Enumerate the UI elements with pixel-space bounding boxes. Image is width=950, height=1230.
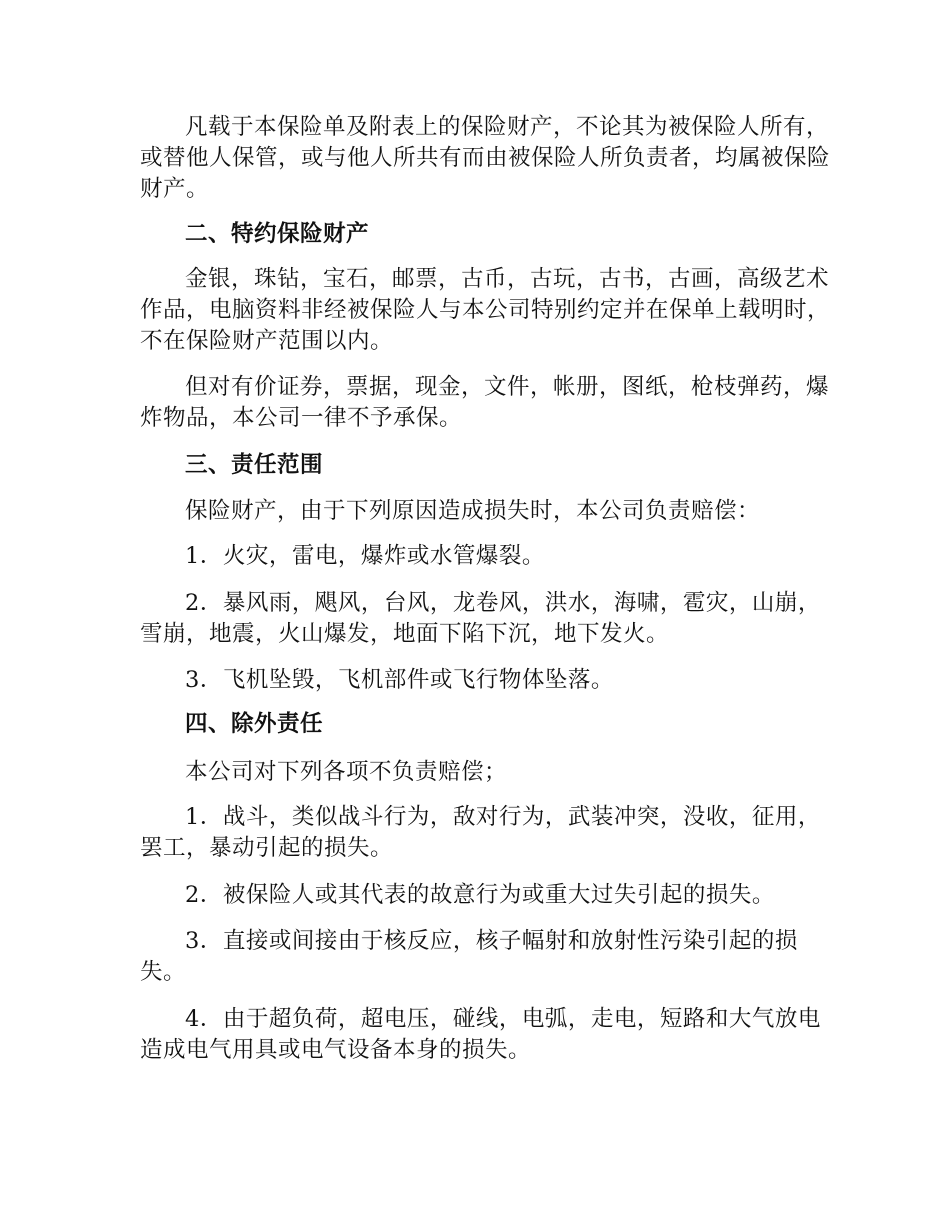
list-item-electrical: 4．由于超负荷，超电压，碰线，电弧，走电，短路和大气放电造成电气用具或电气设备本身的损失。	[140, 1006, 821, 1063]
list-item-war: 1．战斗，类似战斗行为，敌对行为，武装冲突，没收，征用，罢工，暴动引起的损失。	[140, 804, 821, 861]
list-item-intentional: 2．被保险人或其代表的故意行为或重大过失引起的损失。	[185, 882, 775, 908]
paragraph-exclusions-intro: 本公司对下列各项不负责赔偿；	[185, 759, 508, 785]
list-item-fire: 1．火灾，雷电，爆炸或水管爆裂。	[185, 543, 545, 569]
heading-scope-of-liability: 三、责任范围	[185, 452, 324, 478]
paragraph-special-property: 金银，珠钻，宝石，邮票，古币，古玩，古书，古画，高级艺术作品，电脑资料非经被保险人与本公司特别约定并在保单上载明时，不在保险财产范围以内。	[140, 266, 831, 354]
list-item-natural-disasters: 2．暴风雨，飓风，台风，龙卷风，洪水，海啸，雹灾，山崩，雪崩，地震，火山爆发，地面下陷下沉，地下发火。	[140, 590, 821, 647]
heading-special-property: 二、特约保险财产	[185, 221, 370, 247]
paragraph-liability-intro: 保险财产，由于下列原因造成损失时，本公司负责赔偿：	[185, 498, 761, 524]
paragraph-not-insured: 但对有价证券，票据，现金，文件，帐册，图纸，枪枝弹药，爆炸物品，本公司一律不予承保。	[140, 374, 830, 431]
heading-exclusions: 四、除外责任	[185, 711, 324, 737]
paragraph-insured-property: 凡载于本保险单及附表上的保险财产，不论其为被保险人所有，或替他人保管，或与他人所共有而由被保险人所负责者，均属被保险财产。	[140, 114, 831, 202]
list-item-nuclear: 3．直接或间接由于核反应，核子幅射和放射性污染引起的损失。	[140, 928, 798, 985]
list-item-aircraft: 3．飞机坠毁，飞机部件或飞行物体坠落。	[185, 667, 614, 693]
